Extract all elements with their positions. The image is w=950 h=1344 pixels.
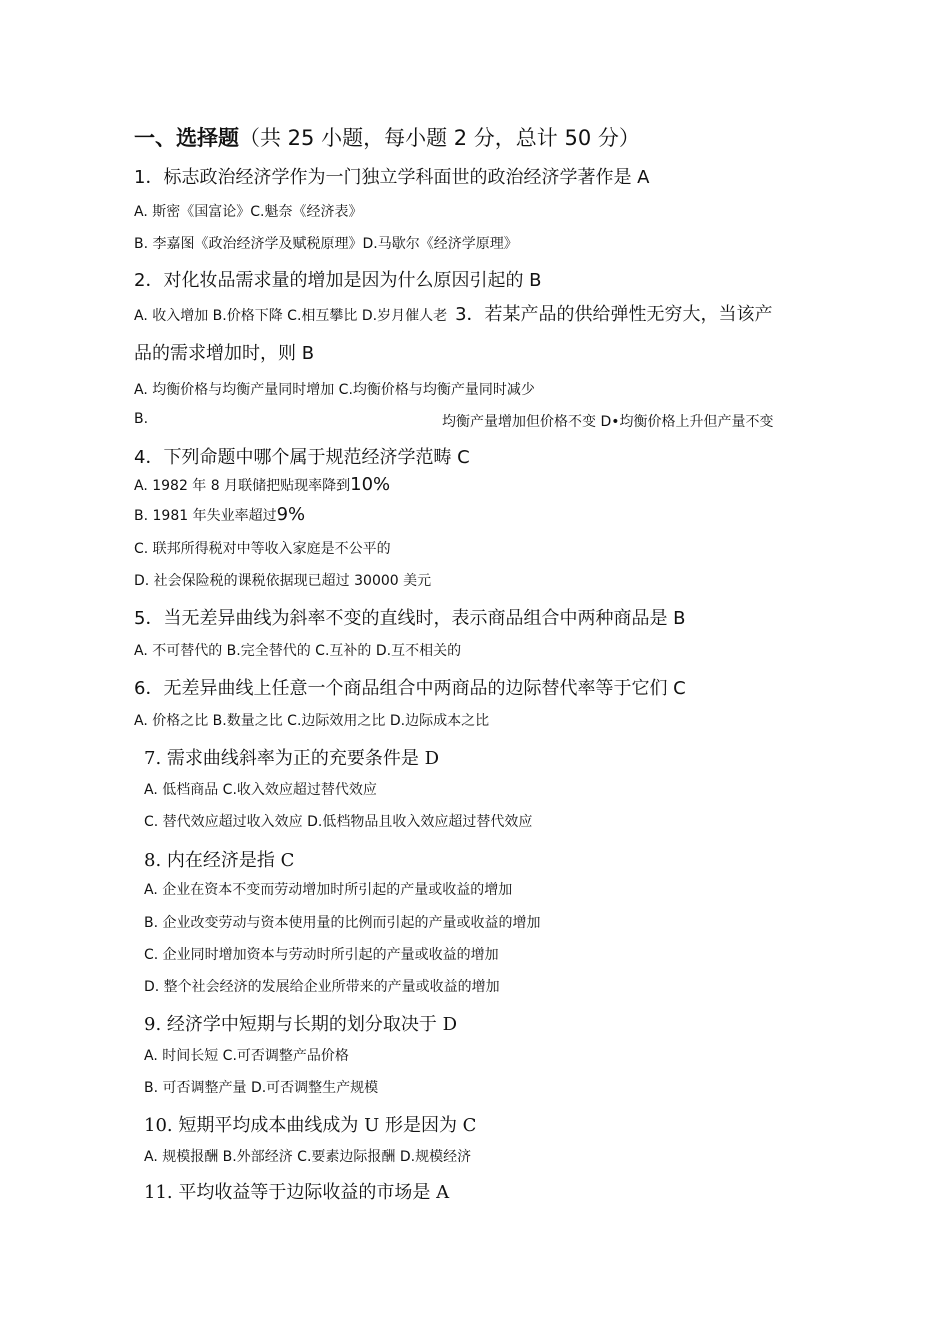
question-4-option-a-text: A. 1982 年 8 月联储把贴现率降到: [134, 478, 351, 494]
question-4-option-d: D. 社会保险税的课税依据现已超过 30000 美元: [134, 573, 432, 589]
question-9-option-a: A. 时间长短 C.可否调整产品价格: [144, 1048, 349, 1064]
question-4-option-a: [134, 474, 390, 495]
question-6: 6．无差异曲线上任意一个商品组合中两商品的边际替代率等于它们 C: [134, 678, 686, 699]
question-1: 1．标志政治经济学作为一门独立学科面世的政治经济学著作是 A: [134, 167, 650, 188]
section-heading: [134, 122, 640, 152]
question-4-option-b-text: B. 1981 年失业率超过: [134, 508, 277, 524]
question-1-option-b: B. 李嘉图《政治经济学及赋税原理》D.马歇尔《经济学原理》: [134, 236, 518, 252]
question-10: 10. 短期平均成本曲线成为 U 形是因为 C: [144, 1115, 477, 1136]
question-3-continued: 品的需求增加时，则 B: [134, 343, 315, 364]
question-4: 4．下列命题中哪个属于规范经济学范畴 C: [134, 447, 470, 468]
question-11: 11. 平均收益等于边际收益的市场是 A: [144, 1182, 450, 1203]
question-3-option-b-label: B.: [134, 411, 149, 427]
question-9-option-b: B. 可否调整产量 D.可否调整生产规模: [144, 1080, 379, 1096]
question-4-option-b-value: 9%: [276, 504, 306, 525]
question-2-options: A. 收入增加 B.价格下降 C.相互攀比 D.岁月催人老: [134, 308, 448, 324]
question-4-option-b: [134, 504, 305, 525]
section-title: 一、选择题: [134, 126, 239, 150]
question-8-option-a: A. 企业在资本不变而劳动增加时所引起的产量或收益的增加: [144, 882, 513, 898]
question-7-option-a: A. 低档商品 C.收入效应超过替代效应: [144, 782, 377, 798]
question-9: 9. 经济学中短期与长期的划分取决于 D: [144, 1014, 458, 1035]
question-6-options: A. 价格之比 B.数量之比 C.边际效用之比 D.边际成本之比: [134, 713, 490, 729]
question-8-option-d: D. 整个社会经济的发展给企业所带来的产量或收益的增加: [144, 979, 500, 995]
question-3: 3．若某产品的供给弹性无穷大，当该产: [455, 304, 773, 325]
question-8-option-b: B. 企业改变劳动与资本使用量的比例而引起的产量或收益的增加: [144, 915, 541, 931]
question-2-options-row: [134, 300, 773, 326]
question-8-option-c: C. 企业同时增加资本与劳动时所引起的产量或收益的增加: [144, 947, 499, 963]
question-5: 5．当无差异曲线为斜率不变的直线时，表示商品组合中两种商品是 B: [134, 608, 686, 629]
question-8: 8. 内在经济是指 C: [144, 850, 295, 871]
question-3-option-b: 均衡产量增加但价格不变 D•均衡价格上升但产量不变: [442, 414, 774, 430]
question-3-option-a: A. 均衡价格与均衡产量同时增加 C.均衡价格与均衡产量同时减少: [134, 382, 535, 398]
question-2: 2．对化妆品需求量的增加是因为什么原因引起的 B: [134, 270, 542, 291]
question-7: 7. 需求曲线斜率为正的充要条件是 D: [144, 748, 440, 769]
question-4-option-c: C. 联邦所得税对中等收入家庭是不公平的: [134, 541, 391, 557]
question-5-options: A. 不可替代的 B.完全替代的 C.互补的 D.互不相关的: [134, 643, 462, 659]
section-note: （共 25 小题，每小题 2 分，总计 50 分）: [239, 126, 640, 150]
question-4-option-a-value: 10%: [350, 474, 391, 495]
question-7-option-c: C. 替代效应超过收入效应 D.低档物品且收入效应超过替代效应: [144, 814, 533, 830]
question-1-option-a: A. 斯密《国富论》C.魁奈《经济表》: [134, 204, 363, 220]
question-10-options: A. 规模报酬 B.外部经济 C.要素边际报酬 D.规模经济: [144, 1149, 472, 1165]
